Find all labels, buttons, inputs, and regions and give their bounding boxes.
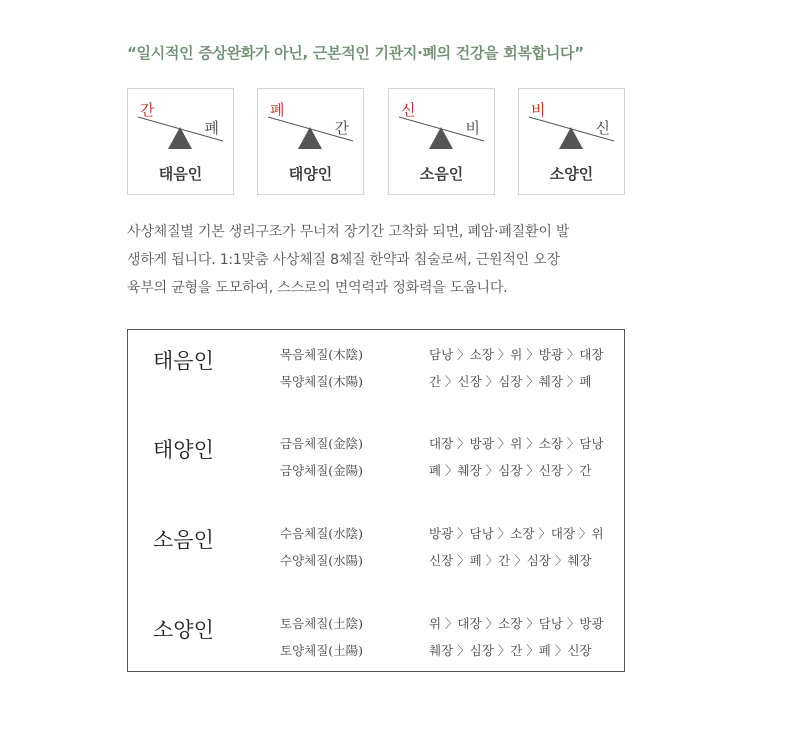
group-name: 태양인 — [153, 438, 214, 462]
group-name: 태음인 — [153, 349, 214, 373]
description-paragraph — [127, 218, 607, 302]
card-soyang — [518, 88, 625, 195]
table-row — [128, 641, 624, 661]
group-soyang — [128, 612, 624, 672]
card-soeum — [388, 88, 495, 195]
sub-constitution: 토양체질(土陽) — [280, 643, 364, 658]
table-row — [128, 614, 624, 634]
weak-organ: 간 — [334, 119, 349, 137]
group-taeeum — [128, 343, 624, 403]
organ-order: 췌장 〉심장 〉간 〉폐 〉신장 — [429, 643, 592, 658]
organ-order: 간 〉신장 〉심장 〉췌장 〉폐 — [429, 374, 592, 389]
table-row — [128, 524, 624, 544]
strong-organ: 비 — [531, 101, 546, 119]
constitution-name: 소음인 — [419, 165, 464, 183]
constitution-name: 태음인 — [158, 165, 203, 183]
table-row — [128, 461, 624, 481]
card-taeyang — [257, 88, 364, 195]
strong-organ: 신 — [401, 101, 416, 119]
description-line: 사상체질별 기본 생리구조가 무너져 장기간 고착화 되면, 폐암·폐질환이 발 — [127, 224, 570, 240]
organ-order: 담낭 〉소장 〉위 〉방광 〉대장 — [429, 347, 604, 362]
constitution-name: 소양인 — [549, 165, 594, 183]
sub-constitution: 금음체질(金陰) — [280, 436, 364, 451]
table-row — [128, 551, 624, 571]
table-row — [128, 372, 624, 392]
sub-constitution: 토음체질(土陰) — [280, 616, 364, 631]
weak-organ: 신 — [595, 119, 610, 137]
group-taeyang — [128, 432, 624, 492]
description-line: 생하게 됩니다. 1:1맞춤 사상체질 8체질 한약과 침술로써, 근원적인 오장 — [127, 252, 560, 268]
organ-order: 방광 〉담낭 〉소장 〉대장 〉위 — [429, 526, 604, 541]
sub-constitution: 수음체질(水陰) — [280, 526, 364, 541]
headline-quote: “일시적인 증상완화가 아닌, 근본적인 기관지·폐의 건강을 회복합니다” — [127, 44, 584, 62]
sub-constitution: 목양체질(木陽) — [280, 374, 364, 389]
sub-constitution: 목음체질(木陰) — [280, 347, 364, 362]
organ-order: 대장 〉방광 〉위 〉소장 〉담낭 — [429, 436, 604, 451]
sub-constitution: 금양체질(金陽) — [280, 463, 364, 478]
organ-order: 폐 〉췌장 〉심장 〉신장 〉간 — [429, 463, 592, 478]
weak-organ: 폐 — [204, 119, 219, 137]
constitution-table — [127, 329, 625, 672]
group-soeum — [128, 522, 624, 582]
organ-order: 위 〉대장 〉소장 〉담낭 〉방광 — [429, 616, 604, 631]
table-row — [128, 434, 624, 454]
organ-order: 신장 〉폐 〉간 〉심장 〉췌장 — [429, 553, 592, 568]
strong-organ: 간 — [140, 101, 155, 119]
group-name: 소양인 — [153, 618, 214, 642]
constitution-name: 태양인 — [288, 165, 333, 183]
sub-constitution: 수양체질(水陽) — [280, 553, 364, 568]
card-taeeum — [127, 88, 234, 195]
description-line: 육부의 균형을 도모하여, 스스로의 면역력과 정화력을 도웁니다. — [127, 280, 508, 296]
table-row — [128, 345, 624, 365]
weak-organ: 비 — [465, 119, 480, 137]
group-name: 소음인 — [153, 528, 214, 552]
strong-organ: 폐 — [270, 101, 285, 119]
constitution-cards — [127, 88, 627, 196]
